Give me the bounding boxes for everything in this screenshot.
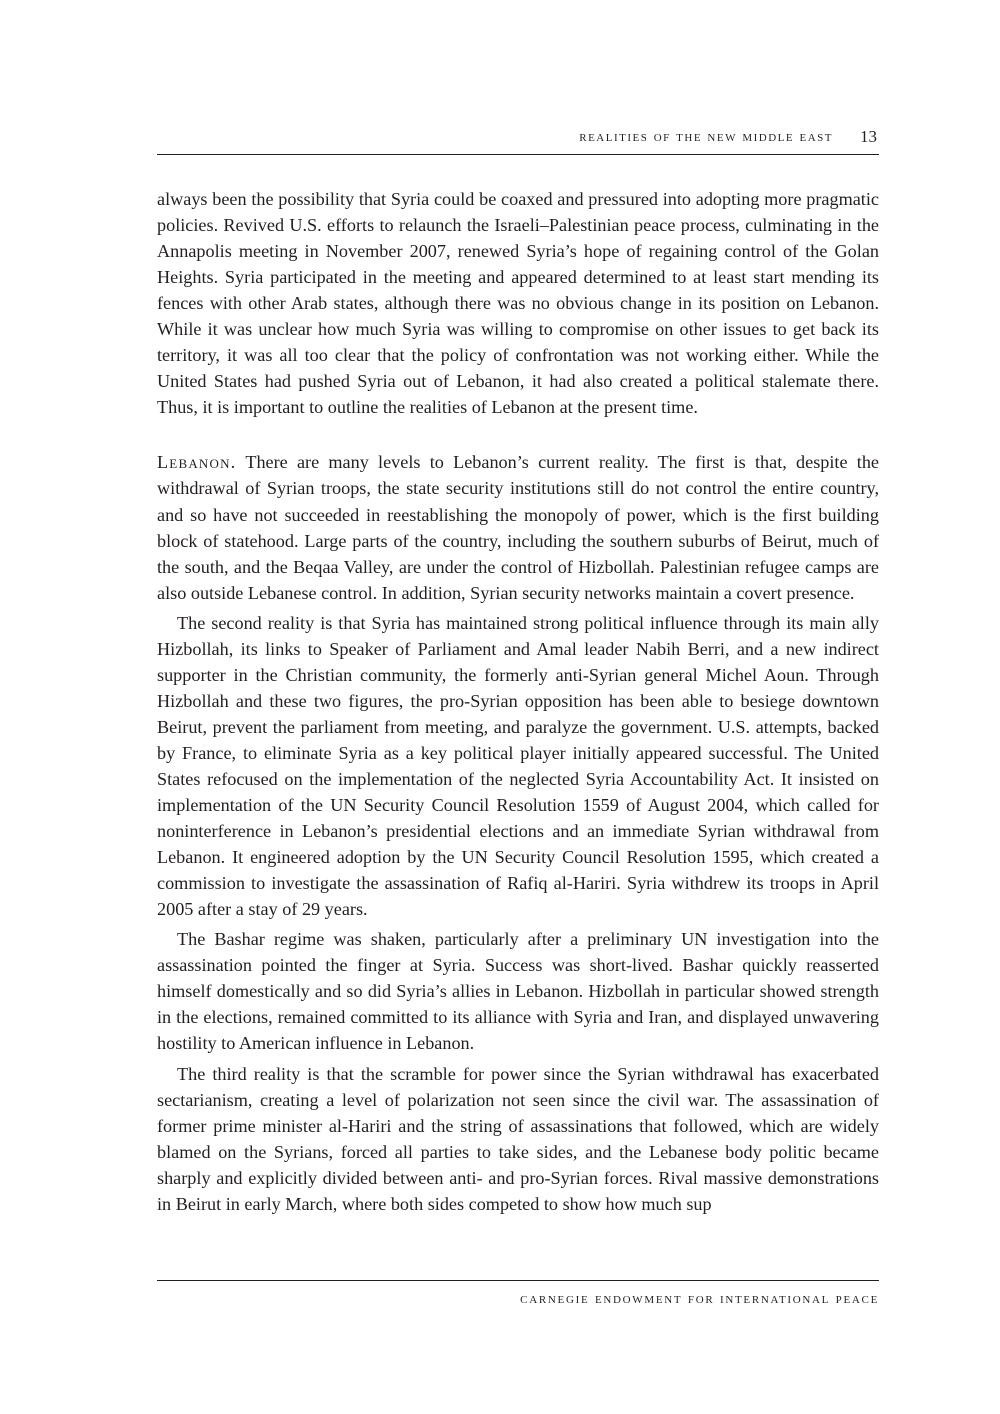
page-number: 13 [860, 127, 877, 146]
footer-publisher: carnegie endowment for international peace [520, 1290, 879, 1307]
paragraph-bashar-regime: The Bashar regime was shaken, particularly after a preliminary UN investigation into the assassination pointed the finger at Syria. Success was short-lived. Bashar quickly reasserted himself domestically and so did Syria’s allies in Lebanon. Hizbollah in particular showed strength in the elections, remained committed to its alliance with Syria and Iran, and displayed unwavering hostility to American influence in Lebanon. [157, 929, 879, 1054]
paragraph-lebanon-section [157, 449, 879, 605]
paragraph-second-reality: The second reality is that Syria has maintained strong political influence through its main ally Hizbollah, its links to Speaker of Parliament and Amal leader Nabih Berri, and a new indirect supporter in the Christian community, the formerly anti-Syrian general Michel Aoun. Through Hizbollah and these two figures, the pro-Syrian opposition has been able to besiege downtown Beirut, prevent the parliament from meeting, and paralyze the government. U.S. attempts, backed by France, to eliminate Syria as a key political player initially appeared successful. The United States refocused on the implementation of the neglected Syria Accountability Act. It insisted on implementation of the UN Security Council Resolution 1559 of August 2004, which called for noninterference in Lebanon’s presidential elections and an immediate Syrian withdrawal from Lebanon. It engineered adoption by the UN Security Council Resolution 1595, which created a commission to investigate the assassination of Rafiq al-Hariri. Syria withdrew its troops in April 2005 after a stay of 29 years. [157, 612, 879, 920]
paragraph-third-reality: The third reality is that the scramble for power since the Syrian withdrawal has exacerbated sectarianism, creating a level of polarization not seen since the civil war. The assassination of former prime minister al-Hariri and the string of assassinations that followed, which are widely blamed on the Syrians, forced all parties to take sides, and the Lebanese body politic became sharply and explicitly divided between anti- and pro-Syrian forces. Rival massive demonstrations in Beirut in early March, where both sides competed to show how much sup [157, 1063, 879, 1214]
running-head [157, 128, 879, 155]
paragraph-continued: always been the possibility that Syria could be coaxed and pressured into adopting more pragmatic policies. Revived U.S. efforts to relaunch the Israeli–Palestinian peace process, culminating in the Annapolis meeting in November 2007, renewed Syria’s hope of regaining control of the Golan Heights. Syria participated in the meeting and appeared determined to at least start mending its fences with other Arab states, although there was no obvious change in its position on Lebanon. While it was unclear how much Syria was willing to compromise on other issues to get back its territory, it was all too clear that the policy of confrontation was not working either. While the United States had pushed Syria out of Lebanon, it had also created a political stalemate there. Thus, it is important to outline the realities of Lebanon at the present time. [157, 189, 879, 418]
section-run-in-heading: Lebanon. [157, 452, 237, 473]
body-text [157, 186, 879, 1217]
running-head-title: realities of the new middle east [579, 128, 833, 145]
footer-rule [157, 1280, 879, 1281]
paragraph-text: There are many levels to Lebanon’s current reality. The first is that, despite the withdrawal of Syrian troops, the state security institutions still do not control the entire country, and so have not succeeded in reestablishing the monopoly of power, which is the first building block of statehood. Large parts of the country, including the southern suburbs of Beirut, much of the south, and the Beqaa Valley, are under the control of Hizbollah. Palestinian refugee camps are also outside Lebanese control. In addition, Syrian security networks maintain a covert presence. [157, 452, 879, 603]
